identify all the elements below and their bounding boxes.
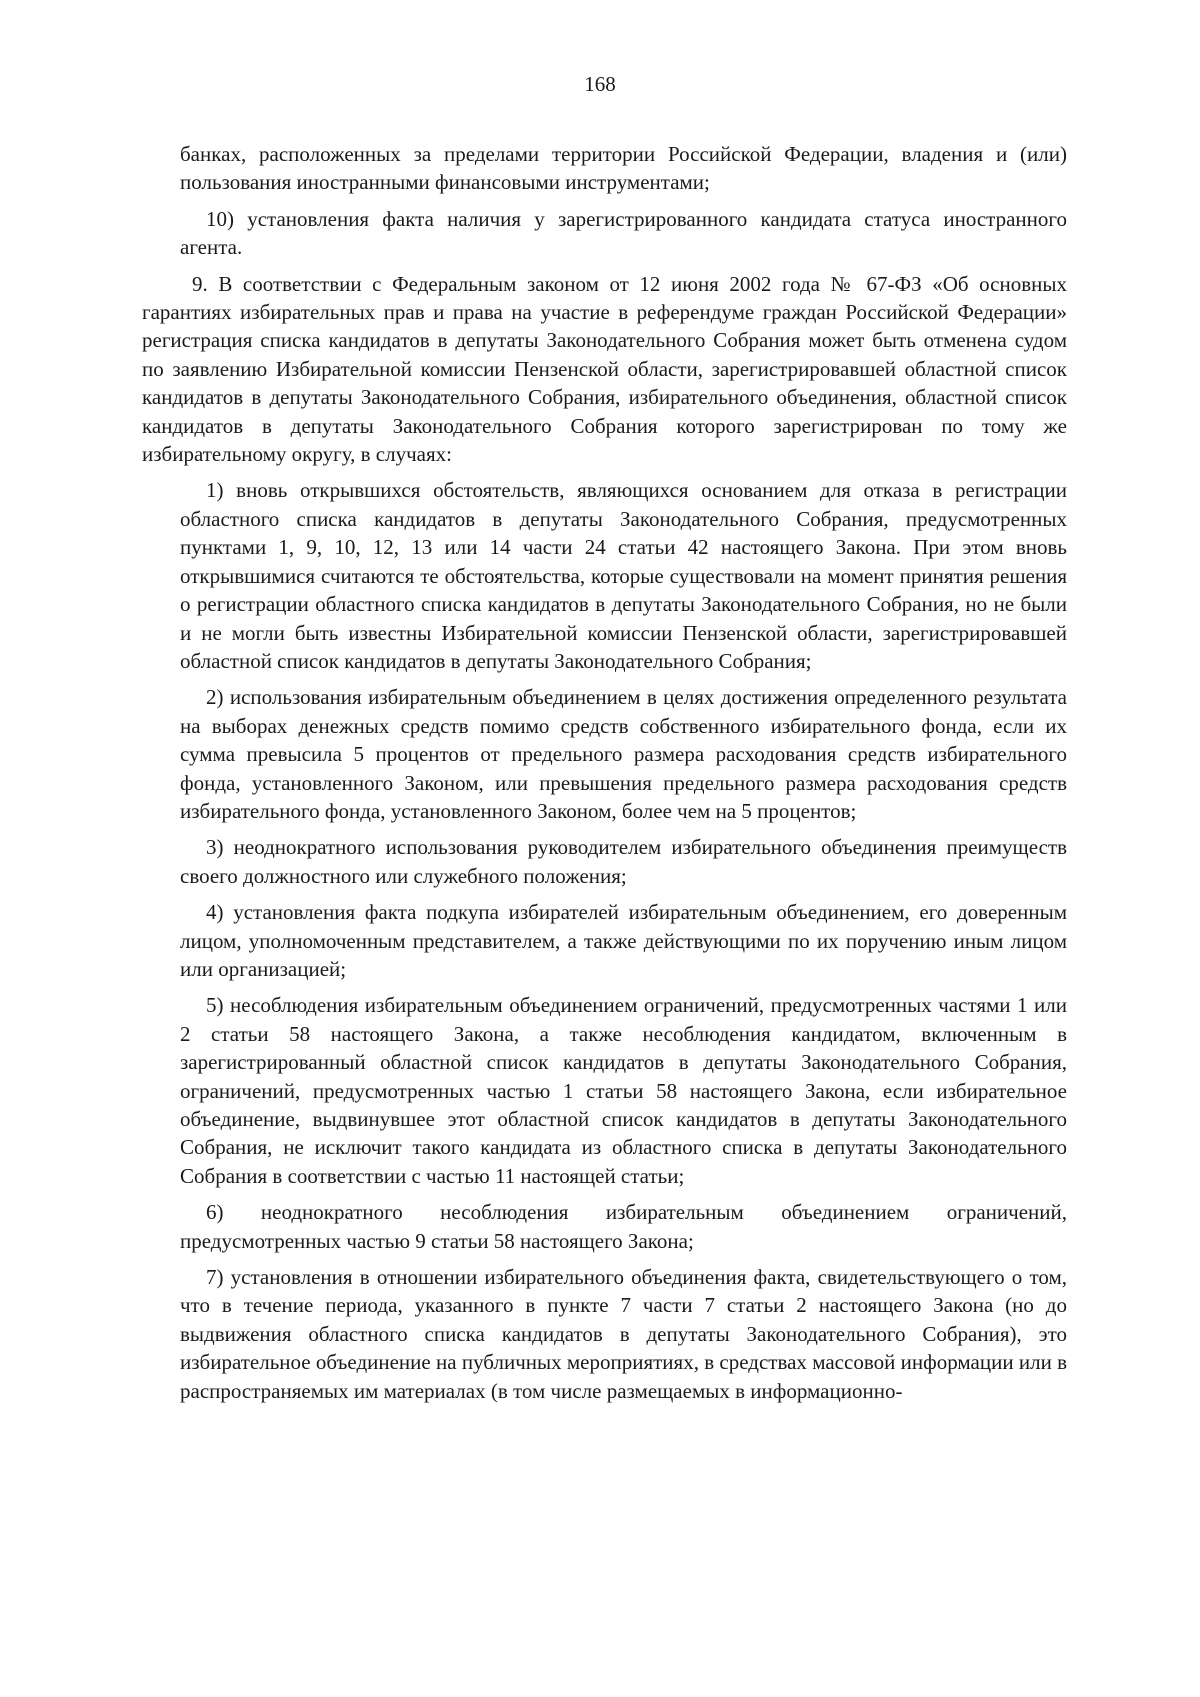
- list-item-6: 6) неоднократного несоблюдения избирательным объединением ограничений, предусмотренных частью 9 статьи 58 настоящего Закона;: [180, 1200, 1067, 1253]
- page-number: 168: [584, 72, 616, 96]
- document-body: [142, 140, 1067, 1413]
- list-item-7: 7) установления в отношении избирательного объединения факта, свидетельствующего о том, что в течение периода, указанного в пункте 7 части 7 статьи 2 настоящего Закона (но до выдвижения областного списка кандидатов в депутаты Законодательного Собрания), это избирательное объединение на публичных мероприятиях, в средствах массовой информации или в распространяемых им материалах (в том числе размещаемых в информационно-: [180, 1265, 1067, 1403]
- list-item-3: 3) неоднократного использования руководителем избирательного объединения преимуществ своего должностного или служебного положения;: [180, 835, 1067, 888]
- paragraph-clause-9: 9. В соответствии с Федеральным законом от 12 июня 2002 года № 67-ФЗ «Об основных гарантиях избирательных прав и права на участие в референдуме граждан Российской Федерации» регистрация списка кандидатов в депутаты Законодательного Собрания может быть отменена судом по заявлению Избирательной комиссии Пензенской области, зарегистрировавшей областной список кандидатов в депутаты Законодательного Собрания, избирательного объединения, областной список кандидатов в депутаты Законодательного Собрания которого зарегистрирован по тому же избирательному округу, в случаях:: [142, 271, 1067, 467]
- list-item-1: 1) вновь открывшихся обстоятельств, являющихся основанием для отказа в регистрации областного списка кандидатов в депутаты Законодательного Собрания, предусмотренных пунктами 1, 9, 10, 12, 13 или 14 части 24 статьи 42 настоящего Закона. При этом вновь открывшимися считаются те обстоятельства, которые существовали на момент принятия решения о регистрации областного списка кандидатов в депутаты Законодательного Собрания, но не были и не могли быть известны Избирательной комиссии Пензенской области, зарегистрировавшей областной список кандидатов в депутаты Законодательного Собрания;: [180, 478, 1067, 673]
- list-item-10: 10) установления факта наличия у зарегистрированного кандидата статуса иностранного агента.: [180, 206, 1067, 260]
- list-item-5: 5) несоблюдения избирательным объединением ограничений, предусмотренных частями 1 или 2 статьи 58 настоящего Закона, а также несоблюдения кандидатом, включенным в зарегистрированный областной список кандидатов в депутаты Законодательного Собрания, ограничений, предусмотренных частью 1 статьи 58 настоящего Закона, если избирательное объединение, выдвинувшее этот областной список кандидатов в депутаты Законодательного Собрания, не исключит такого кандидата из областного списка в депутаты Законодательного Собрания в соответствии с частью 11 настоящей статьи;: [180, 993, 1067, 1188]
- list-item-2: 2) использования избирательным объединением в целях достижения определенного результата на выборах денежных средств помимо средств собственного избирательного фонда, если их сумма превысила 5 процентов от предельного размера расходования средств избирательного фонда, установленного Законом, или превышения предельного размера расходования средств избирательного фонда, установленного Законом, более чем на 5 процентов;: [180, 685, 1067, 823]
- list-item-4: 4) установления факта подкупа избирателей избирательным объединением, его доверенным лицом, уполномоченным представителем, а также действующими по их поручению иным лицом или организацией;: [180, 900, 1067, 981]
- paragraph-continuation: банках, расположенных за пределами территории Российской Федерации, владения и (или) пользования иностранными финансовыми инструментами;: [180, 142, 1067, 195]
